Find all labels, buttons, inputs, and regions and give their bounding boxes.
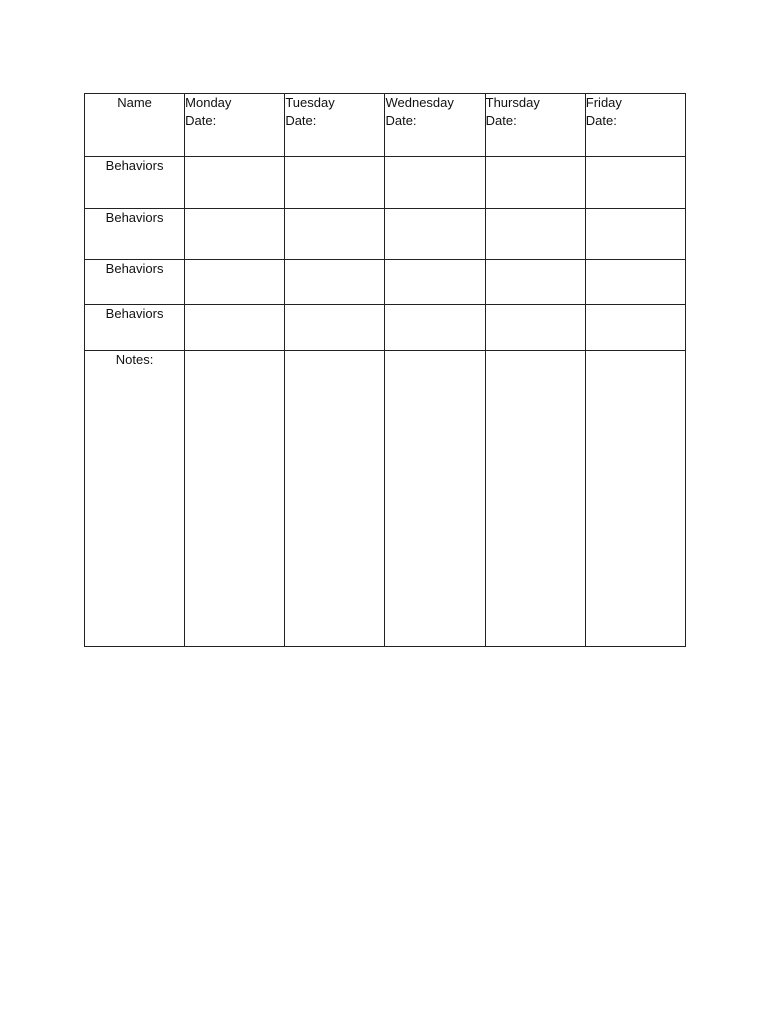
day-label: Monday	[185, 95, 232, 110]
thursday-cell[interactable]	[485, 209, 585, 260]
thursday-cell[interactable]	[485, 157, 585, 209]
thursday-cell[interactable]	[485, 260, 585, 305]
friday-header	[585, 94, 685, 157]
date-label: Date:	[385, 113, 417, 128]
day-label: Tuesday	[285, 95, 335, 110]
monday-cell[interactable]	[185, 305, 285, 351]
thursday-notes-cell[interactable]	[485, 351, 585, 647]
tuesday-header	[285, 94, 385, 157]
friday-cell[interactable]	[585, 157, 685, 209]
date-label: Date:	[185, 113, 217, 128]
friday-cell[interactable]	[585, 305, 685, 351]
header-row	[85, 94, 686, 157]
thursday-header	[485, 94, 585, 157]
monday-notes-cell[interactable]	[185, 351, 285, 647]
wednesday-notes-cell[interactable]	[385, 351, 485, 647]
date-label: Date:	[485, 113, 517, 128]
friday-notes-cell[interactable]	[585, 351, 685, 647]
wednesday-cell[interactable]	[385, 157, 485, 209]
day-label: Wednesday	[385, 95, 454, 110]
monday-cell[interactable]	[185, 209, 285, 260]
wednesday-cell[interactable]	[385, 260, 485, 305]
behaviors-label: Behaviors	[85, 209, 185, 260]
behaviors-row	[85, 157, 686, 209]
behaviors-label: Behaviors	[85, 260, 185, 305]
friday-cell[interactable]	[585, 260, 685, 305]
date-label: Date:	[285, 113, 317, 128]
behaviors-row	[85, 260, 686, 305]
weekly-behavior-table	[84, 93, 686, 647]
friday-cell[interactable]	[585, 209, 685, 260]
notes-row	[85, 351, 686, 647]
behaviors-row	[85, 209, 686, 260]
day-label: Thursday	[485, 95, 540, 110]
wednesday-cell[interactable]	[385, 209, 485, 260]
behavior-tracking-sheet	[84, 93, 686, 647]
notes-label: Notes:	[85, 351, 185, 647]
tuesday-cell[interactable]	[285, 305, 385, 351]
behaviors-row	[85, 305, 686, 351]
behaviors-label: Behaviors	[85, 157, 185, 209]
tuesday-notes-cell[interactable]	[285, 351, 385, 647]
name-header: Name	[85, 94, 185, 157]
tuesday-cell[interactable]	[285, 260, 385, 305]
monday-cell[interactable]	[185, 260, 285, 305]
date-label: Date:	[585, 113, 617, 128]
wednesday-cell[interactable]	[385, 305, 485, 351]
behaviors-label: Behaviors	[85, 305, 185, 351]
monday-cell[interactable]	[185, 157, 285, 209]
wednesday-header	[385, 94, 485, 157]
thursday-cell[interactable]	[485, 305, 585, 351]
tuesday-cell[interactable]	[285, 209, 385, 260]
day-label: Friday	[585, 95, 622, 110]
tuesday-cell[interactable]	[285, 157, 385, 209]
monday-header	[185, 94, 285, 157]
